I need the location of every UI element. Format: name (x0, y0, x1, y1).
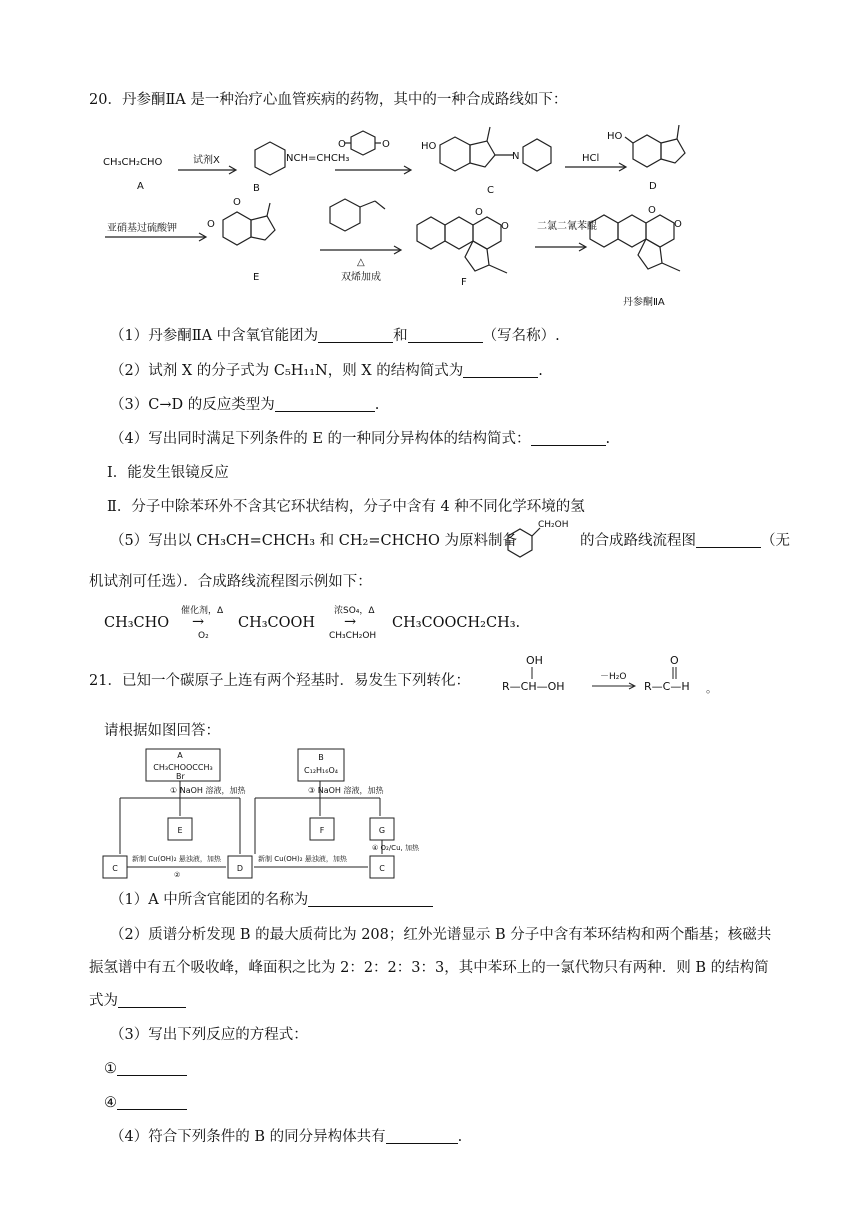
scheme-dehydro-1: 二氯二氰苯醌 (537, 221, 597, 232)
rxn-end: 。 (706, 682, 717, 695)
q20-p5-tail: 的合成路线流程图 （无 (580, 533, 790, 549)
scheme-e-o: O (207, 219, 215, 230)
rxn-oh: OH (526, 654, 543, 667)
q20-p3-blank[interactable] (275, 396, 375, 412)
ex-c1-bot: O₂ (198, 631, 209, 641)
ex-c2-top: 浓SO₄，Δ (334, 606, 375, 616)
scheme-a-formula: CH₃CH₂CHO (103, 157, 163, 168)
q21-p2-blank[interactable] (118, 992, 186, 1008)
flow-b-top: B (318, 753, 324, 762)
ex-c2-bot: CH₃CH₂OH (329, 631, 377, 641)
q20-p5-line2: 机试剂可任选）．合成路线流程图示例如下： (89, 574, 372, 590)
q21-p1: （1）A 中所含官能团的名称为 (110, 890, 433, 910)
q20-synthesis-scheme (95, 125, 715, 325)
flow-step3: ③ NaOH 溶液，加热 (308, 786, 384, 795)
q21-prompt: 请根据如图回答： (104, 723, 220, 739)
q20-p1-blank-1[interactable] (318, 327, 393, 343)
scheme-f-o2: O (501, 221, 509, 232)
q20-p3: （3）C→D 的反应类型为 . (110, 397, 380, 413)
ex-s1: CH₃CHO (104, 615, 170, 631)
q21-p2-a: （2）质谱分析发现 B 的最大质荷比为 208；红外光谱显示 B 分子中含有苯环结构和两个酯基；核磁共 (110, 927, 772, 943)
flow-node-c2: C (379, 864, 385, 873)
rxn-cond: －H₂O (600, 672, 627, 682)
q20-p5: （5）写出以 CH₃CH=CHCH₃ 和 CH₂=CHCHO 为原料制备 (110, 533, 517, 549)
q20-p2-blank[interactable] (463, 362, 538, 378)
scheme-quinone-o-right: O (382, 139, 390, 150)
q20-p5-blank[interactable] (696, 532, 761, 548)
flow-node-g: G (378, 826, 386, 835)
scheme-c-ho: HO (421, 141, 437, 152)
scheme-d-ho: HO (607, 131, 623, 142)
scheme-hcl: HCl (582, 153, 600, 164)
scheme-diene-label: 双烯加成 (341, 272, 381, 283)
flow-node-f: F (319, 826, 325, 835)
scheme-label-d: D (649, 181, 657, 192)
q21-p3: （3）写出下列反应的方程式： (110, 1027, 308, 1043)
flow-b-formula: C₁₂H₁₆O₄ (304, 766, 338, 775)
q20-cond-1: Ⅰ．能发生银镜反应 (107, 465, 229, 481)
scheme-label-a: A (137, 181, 144, 192)
flow-step4: ④ O₂/Cu, 加热 (372, 844, 419, 852)
q21-p4: （4）符合下列条件的 B 的同分异构体共有 . (110, 1129, 463, 1145)
flow-step2-num: ② (174, 871, 181, 879)
ex-arrow-2: → (344, 614, 357, 630)
scheme-label-c: C (487, 185, 494, 196)
flow-a-top: A (177, 751, 183, 760)
q21-intro: 21．已知一个碳原子上连有两个羟基时．易发生下列转化： (89, 673, 470, 689)
scheme-label-b: B (253, 183, 260, 194)
flow-step1: ① NaOH 溶液，加热 (170, 786, 246, 795)
scheme-label-f: F (461, 277, 467, 288)
q21-p4-blank[interactable] (386, 1128, 458, 1144)
q20-intro: 20．丹参酮ⅡA 是一种治疗心血管疾病的药物，其中的一种合成路线如下： (89, 92, 568, 108)
flow-node-d: D (236, 864, 244, 873)
q20-p4-blank[interactable] (531, 430, 606, 446)
q21-p3-4: ④ (104, 1093, 187, 1113)
q21-p1-blank[interactable] (308, 891, 433, 907)
q20-cond-2: Ⅱ．分子中除苯环外不含其它环状结构，分子中含有 4 种不同化学环境的氢 (107, 499, 585, 515)
q21-p2-c: 式为 (89, 991, 186, 1011)
rxn-left: R—CH—OH (502, 680, 565, 693)
flow-a-br: Br (176, 772, 185, 781)
ch2oh-label: CH₂OH (538, 520, 569, 530)
q21-flow-chart (100, 746, 440, 884)
q20-p1: （1）丹参酮ⅡA 中含氧官能团为 和 （写名称）. (110, 328, 560, 344)
scheme-b-formula: NCH=CHCH₃ (286, 153, 350, 164)
flow-step2: 新制 Cu(OH)₂ 悬浊液，加热 (132, 855, 221, 863)
flow-node-c1: C (112, 864, 118, 873)
q21-p3-1: ① (104, 1059, 187, 1079)
ex-s2: CH₃COOH (238, 615, 316, 631)
scheme-e-o2: O (233, 197, 241, 208)
q20-p4: （4）写出同时满足下列条件的 E 的一种同分异构体的结构简式： . (110, 431, 611, 447)
rxn-right: R—C—H (644, 680, 690, 693)
scheme-reagent-x: 试剂X (193, 155, 220, 166)
scheme-product-label: 丹参酮ⅡA (623, 297, 665, 308)
scheme-c-n: N (512, 151, 520, 162)
ex-arrow-1: → (192, 614, 205, 630)
q21-p2-b: 振氢谱中有五个吸收峰，峰面积之比为 2：2：2：3：3，其中苯环上的一氯代物只有两种．则 B 的结构简 (89, 960, 769, 976)
scheme-oxidant: 亚硝基过硫酸钾 (107, 223, 177, 234)
scheme-f-o: O (475, 207, 483, 218)
gem-diol-reaction (498, 650, 728, 698)
rxn-o: O (670, 654, 679, 667)
q21-p3-4-blank[interactable] (117, 1094, 187, 1110)
scheme-p-o: O (648, 205, 656, 216)
scheme-quinone-o-left: O (338, 139, 346, 150)
q20-p2: （2）试剂 X 的分子式为 C₅H₁₁N，则 X 的结构简式为 . (110, 363, 543, 379)
flow-a-formula: CH₃CHOOCCH₃ (153, 763, 213, 772)
flow-node-e: E (177, 826, 183, 835)
q21-p3-1-blank[interactable] (117, 1060, 187, 1076)
scheme-p-o2: O (674, 219, 682, 230)
ex-c1-top: 催化剂，Δ (181, 606, 224, 616)
cyclohexylmethanol-structure (500, 518, 580, 562)
flow-step2b: 新制 Cu(OH)₂ 悬浊液，加热 (258, 855, 347, 863)
scheme-label-e: E (253, 272, 260, 283)
q20-p1-blank-2[interactable] (408, 327, 483, 343)
scheme-heat: △ (357, 257, 365, 268)
ex-s3: CH₃COOCH₂CH₃. (392, 615, 521, 631)
